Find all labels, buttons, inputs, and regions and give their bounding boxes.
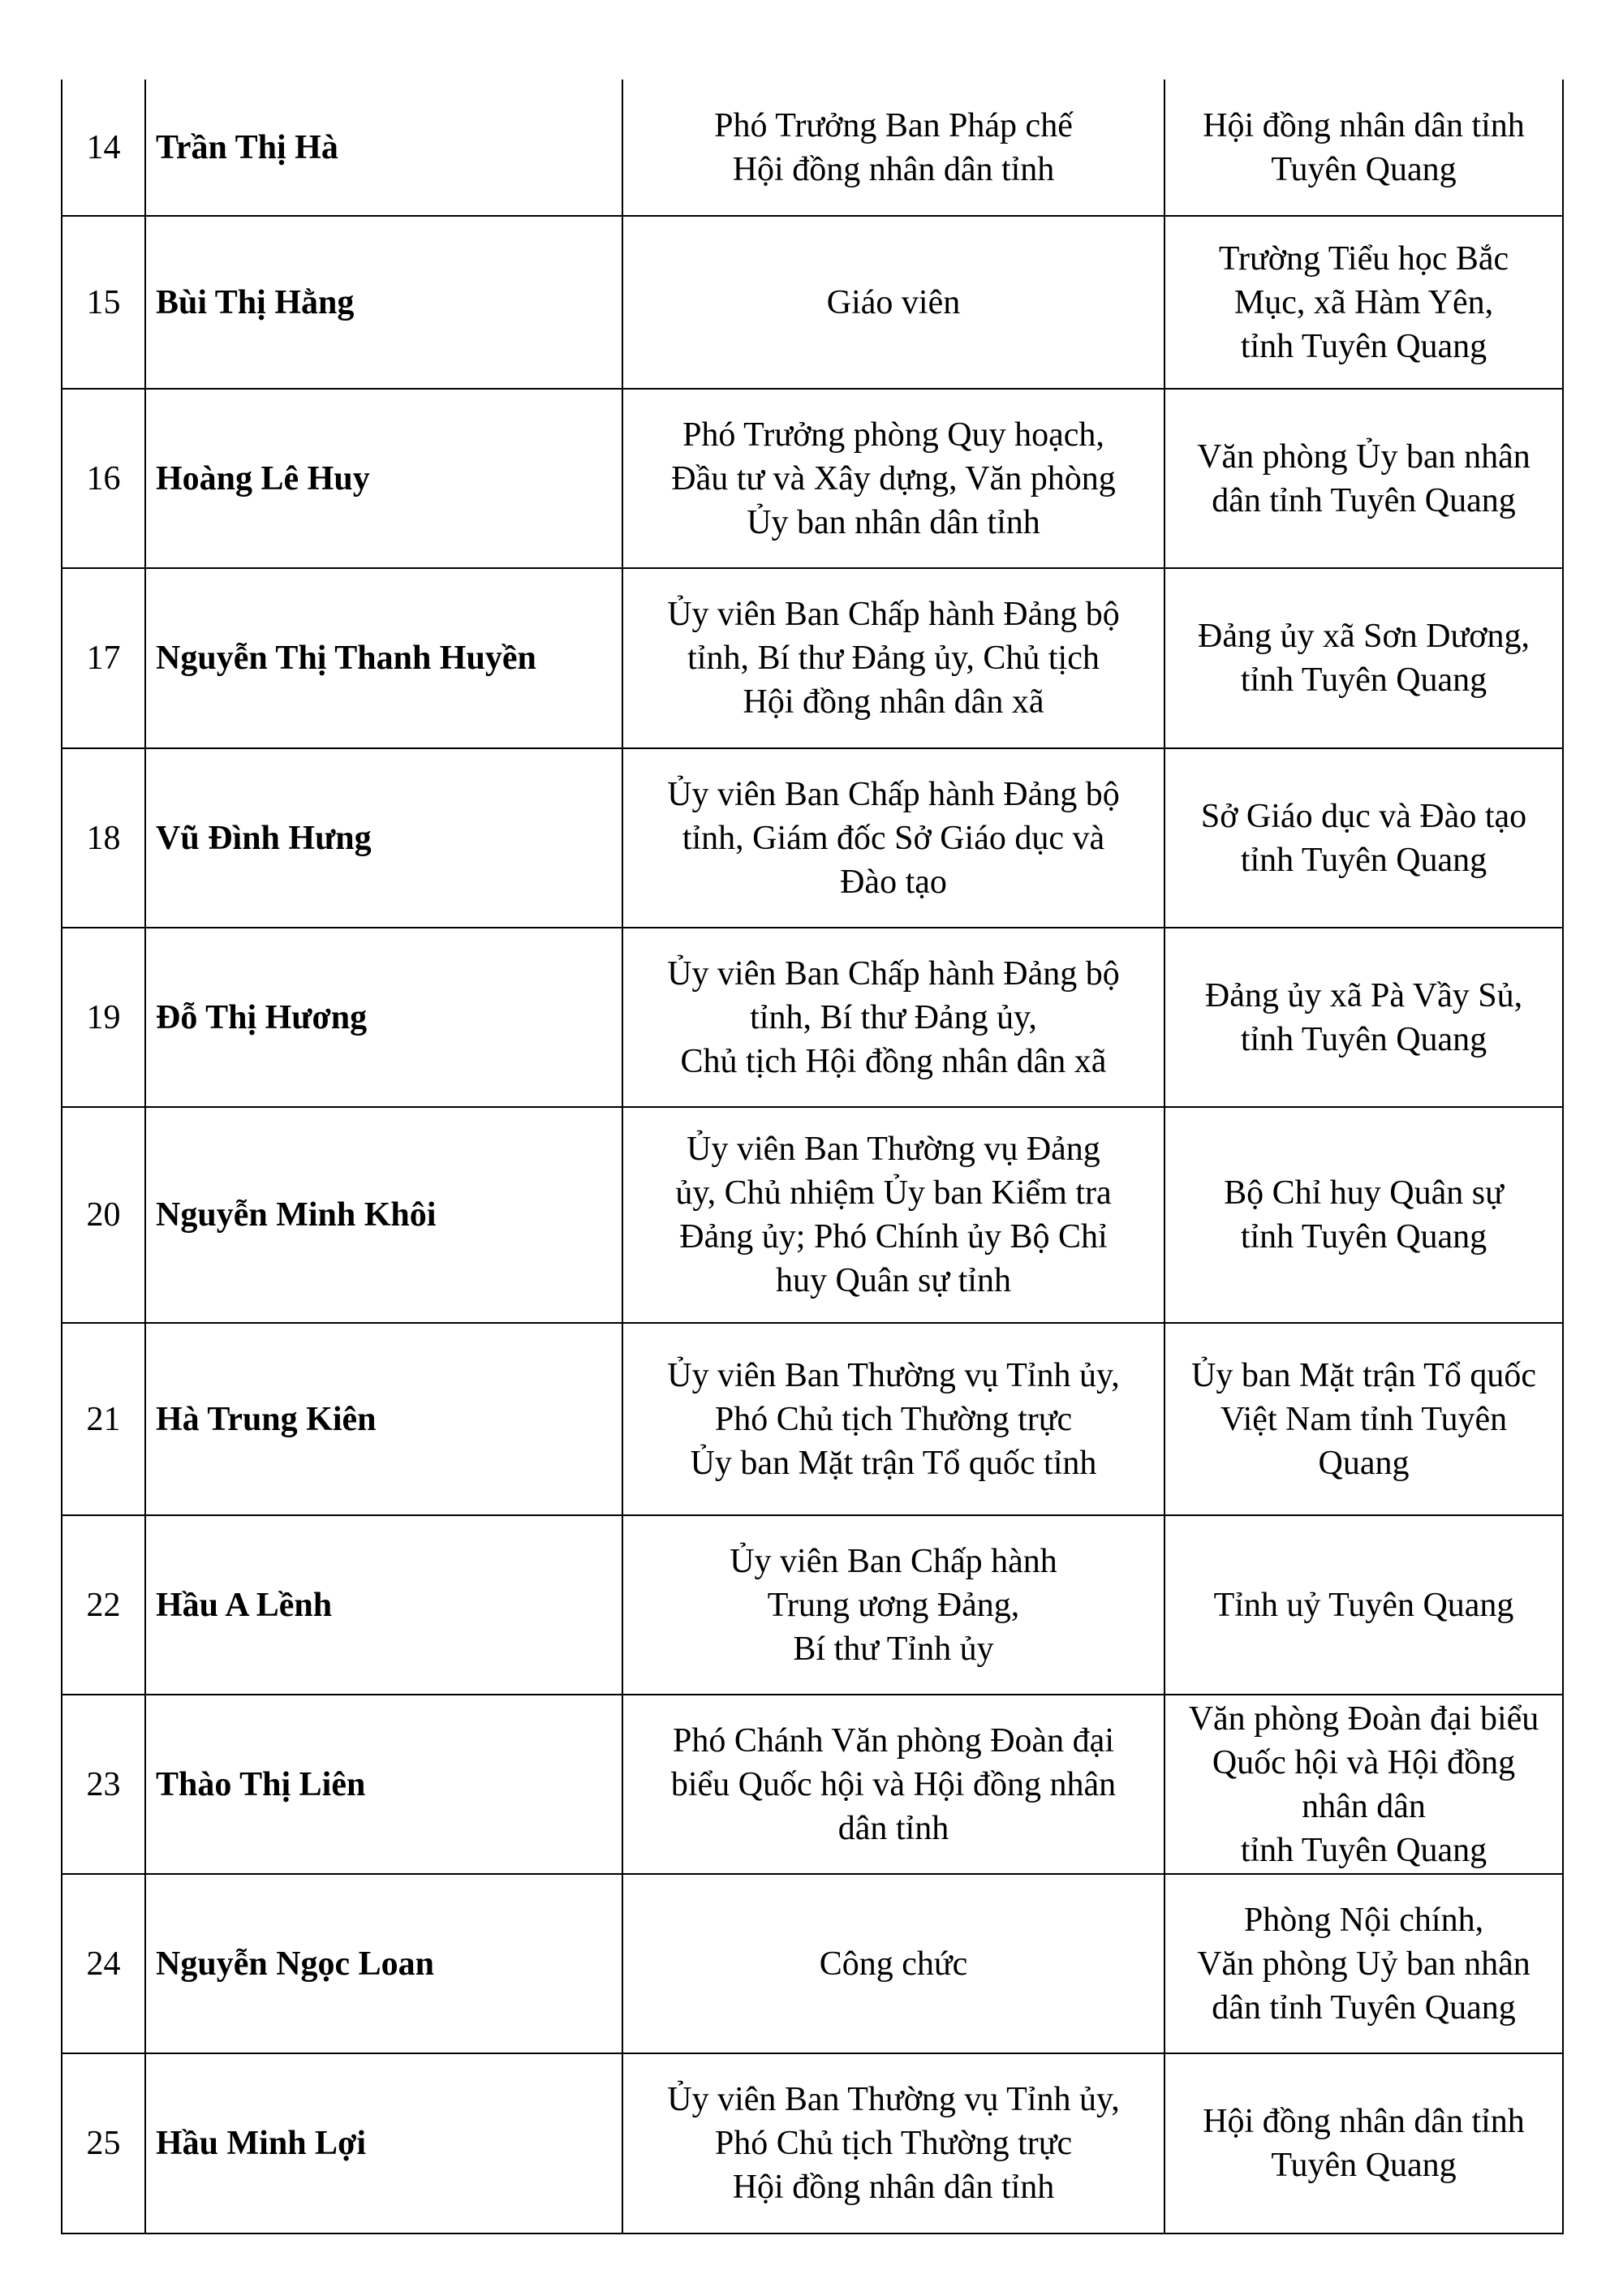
row-number: 15 xyxy=(62,216,145,389)
row-number: 18 xyxy=(62,748,145,928)
member-position: Ủy viên Ban Chấp hành Trung ương Đảng, Bí thư Tỉnh ủy xyxy=(622,1515,1165,1695)
row-number: 24 xyxy=(62,1874,145,2053)
members-table-body xyxy=(62,80,1563,2234)
row-number: 17 xyxy=(62,568,145,748)
table-row xyxy=(62,1515,1563,1695)
row-number: 20 xyxy=(62,1107,145,1323)
members-table xyxy=(61,80,1564,2234)
member-position: Ủy viên Ban Chấp hành Đảng bộ tỉnh, Bí thư Đảng ủy, Chủ tịch Hội đồng nhân dân xã xyxy=(622,928,1165,1107)
table-row xyxy=(62,216,1563,389)
member-organization: Văn phòng Ủy ban nhân dân tỉnh Tuyên Quang xyxy=(1165,389,1563,568)
row-number: 22 xyxy=(62,1515,145,1695)
row-number: 16 xyxy=(62,389,145,568)
row-number: 21 xyxy=(62,1323,145,1515)
member-organization: Ủy ban Mặt trận Tổ quốc Việt Nam tỉnh Tuyên Quang xyxy=(1165,1323,1563,1515)
member-organization: Tỉnh uỷ Tuyên Quang xyxy=(1165,1515,1563,1695)
row-number: 19 xyxy=(62,928,145,1107)
member-name: Đỗ Thị Hương xyxy=(145,928,622,1107)
member-position: Ủy viên Ban Thường vụ Đảng ủy, Chủ nhiệm Ủy ban Kiểm tra Đảng ủy; Phó Chính ủy Bộ Chỉ huy Quân sự tỉnh xyxy=(622,1107,1165,1323)
member-position: Ủy viên Ban Thường vụ Tỉnh ủy, Phó Chủ tịch Thường trực Ủy ban Mặt trận Tổ quốc tỉnh xyxy=(622,1323,1165,1515)
table-row xyxy=(62,2053,1563,2234)
table-row xyxy=(62,389,1563,568)
member-organization: Bộ Chỉ huy Quân sự tỉnh Tuyên Quang xyxy=(1165,1107,1563,1323)
member-organization: Văn phòng Đoàn đại biểu Quốc hội và Hội đồng nhân dân tỉnh Tuyên Quang xyxy=(1165,1695,1563,1874)
table-row xyxy=(62,1695,1563,1874)
member-organization: Hội đồng nhân dân tỉnh Tuyên Quang xyxy=(1165,2053,1563,2234)
member-name: Trần Thị Hà xyxy=(145,80,622,216)
table-row xyxy=(62,568,1563,748)
member-name: Hầu Minh Lợi xyxy=(145,2053,622,2234)
member-organization: Phòng Nội chính, Văn phòng Uỷ ban nhân dân tỉnh Tuyên Quang xyxy=(1165,1874,1563,2053)
member-position: Ủy viên Ban Chấp hành Đảng bộ tỉnh, Giám đốc Sở Giáo dục và Đào tạo xyxy=(622,748,1165,928)
member-organization: Trường Tiểu học Bắc Mục, xã Hàm Yên, tỉnh Tuyên Quang xyxy=(1165,216,1563,389)
table-row xyxy=(62,748,1563,928)
member-name: Thào Thị Liên xyxy=(145,1695,622,1874)
member-organization: Hội đồng nhân dân tỉnh Tuyên Quang xyxy=(1165,80,1563,216)
table-row xyxy=(62,1107,1563,1323)
member-name: Vũ Đình Hưng xyxy=(145,748,622,928)
row-number: 14 xyxy=(62,80,145,216)
member-organization: Sở Giáo dục và Đào tạo tỉnh Tuyên Quang xyxy=(1165,748,1563,928)
member-position: Phó Trưởng Ban Pháp chế Hội đồng nhân dân tỉnh xyxy=(622,80,1165,216)
member-name: Bùi Thị Hằng xyxy=(145,216,622,389)
member-name: Hà Trung Kiên xyxy=(145,1323,622,1515)
member-name: Hầu A Lềnh xyxy=(145,1515,622,1695)
member-organization: Đảng ủy xã Pà Vầy Sủ, tỉnh Tuyên Quang xyxy=(1165,928,1563,1107)
member-name: Nguyễn Ngọc Loan xyxy=(145,1874,622,2053)
member-position: Ủy viên Ban Chấp hành Đảng bộ tỉnh, Bí thư Đảng ủy, Chủ tịch Hội đồng nhân dân xã xyxy=(622,568,1165,748)
member-name: Nguyễn Thị Thanh Huyền xyxy=(145,568,622,748)
row-number: 25 xyxy=(62,2053,145,2234)
member-position: Phó Chánh Văn phòng Đoàn đại biểu Quốc hội và Hội đồng nhân dân tỉnh xyxy=(622,1695,1165,1874)
member-position: Phó Trưởng phòng Quy hoạch, Đầu tư và Xây dựng, Văn phòng Ủy ban nhân dân tỉnh xyxy=(622,389,1165,568)
member-position: Giáo viên xyxy=(622,216,1165,389)
member-position: Công chức xyxy=(622,1874,1165,2053)
table-row xyxy=(62,928,1563,1107)
table-row xyxy=(62,80,1563,216)
row-number: 23 xyxy=(62,1695,145,1874)
member-name: Hoàng Lê Huy xyxy=(145,389,622,568)
table-row xyxy=(62,1874,1563,2053)
member-name: Nguyễn Minh Khôi xyxy=(145,1107,622,1323)
table-row xyxy=(62,1323,1563,1515)
member-organization: Đảng ủy xã Sơn Dương, tỉnh Tuyên Quang xyxy=(1165,568,1563,748)
member-position: Ủy viên Ban Thường vụ Tỉnh ủy, Phó Chủ tịch Thường trực Hội đồng nhân dân tỉnh xyxy=(622,2053,1165,2234)
